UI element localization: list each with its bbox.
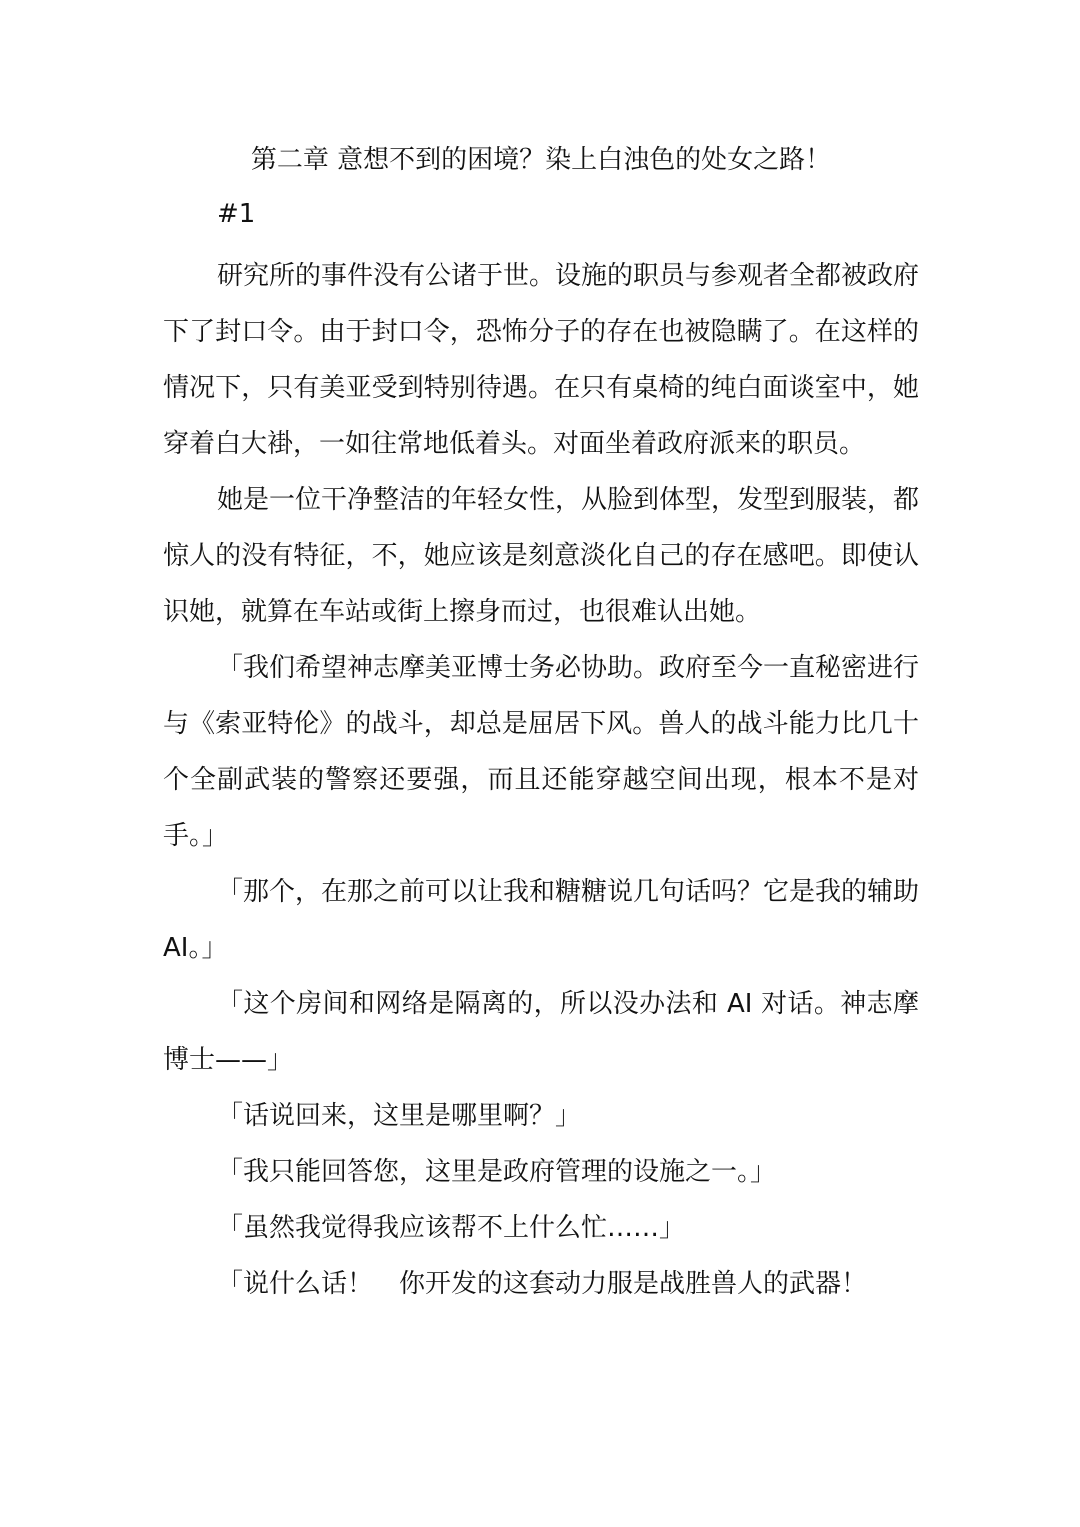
paragraph-dialogue: 「说什么话！ 你开发的这套动力服是战胜兽人的武器！ (217, 1269, 868, 1299)
section-number: #1 (217, 199, 256, 229)
paragraph-dialogue: 「我只能回答您，这里是政府管理的设施之一。」 (217, 1157, 777, 1187)
paragraph-narration: 她是一位干净整洁的年轻女性，从脸到体型，发型到服装，都惊人的没有特征，不，她应该是刻意淡化自己的存在感吧。即使认识她，就算在车站或街上擦身而过，也很难认出她。 (163, 485, 920, 627)
paragraph-narration: 研究所的事件没有公诸于世。设施的职员与参观者全都被政府下了封口令。由于封口令，恐怖分子的存在也被隐瞒了。在这样的情况下，只有美亚受到特别待遇。在只有桌椅的纯白面谈室中，她穿着白大褂，一如往常地低着头。对面坐着政府派来的职员。 (163, 261, 920, 459)
paragraph-dialogue: 「这个房间和网络是隔离的，所以没办法和 AI 对话。神志摩博士——」 (163, 989, 919, 1075)
paragraph-dialogue: 「我们希望神志摩美亚博士务必协助。政府至今一直秘密进行与《索亚特伦》的战斗，却总是屈居下风。兽人的战斗能力比几十个全副武装的警察还要强，而且还能穿越空间出现，根本不是对手。」 (163, 653, 920, 851)
paragraph-dialogue: 「那个，在那之前可以让我和糖糖说几句话吗？它是我的辅助 AI。」 (163, 877, 920, 963)
paragraph-dialogue: 「话说回来，这里是哪里啊？」 (217, 1101, 582, 1131)
chapter-title: 第二章 意想不到的困境？染上白浊色的处女之路！ (250, 145, 832, 175)
document-page (163, 138, 919, 1312)
paragraph-dialogue: 「虽然我觉得我应该帮不上什么忙……」 (217, 1213, 686, 1243)
